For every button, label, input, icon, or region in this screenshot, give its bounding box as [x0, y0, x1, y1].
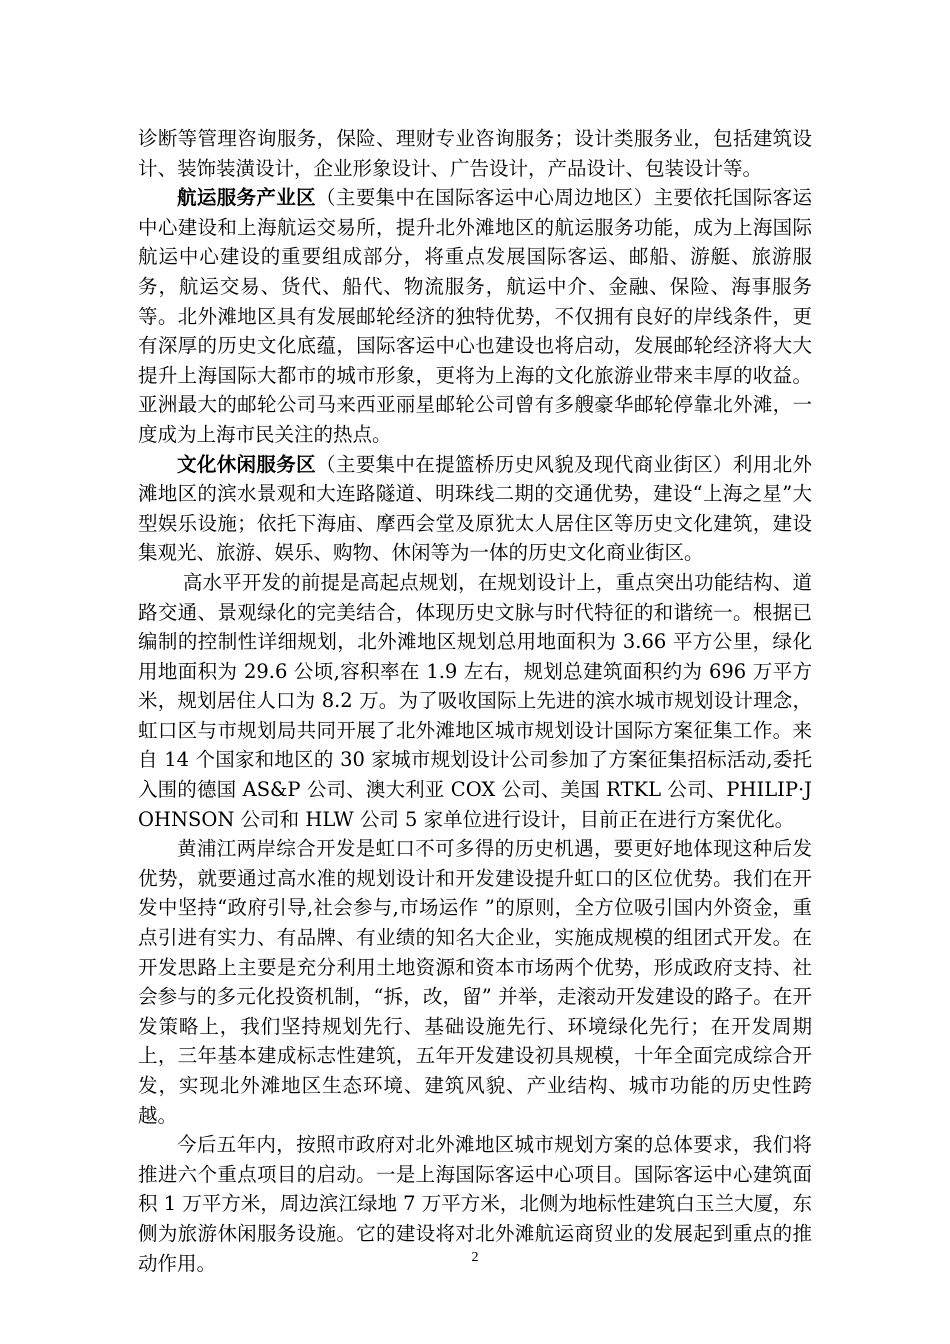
- paragraph-text: 诊断等管理咨询服务，保险、理财专业咨询服务；设计类服务业，包括建筑设计、装饰装潢设计，企业形象设计、广告设计，产品设计、包装设计等。: [138, 127, 812, 180]
- paragraph-consulting-services: [138, 124, 812, 183]
- document-body: [138, 124, 812, 1278]
- paragraph-text: （主要集中在国际客运中心周边地区）主要依托国际客运中心建设和上海航运交易所，提升北外滩地区的航运服务功能，成为上海国际航运中心建设的重要组成部分，将重点发展国际客运、邮船、游艇、旅游服务，航运交易、货代、船代、物流服务，航运中介、金融、保险、海事服务等。北外滩地区具有发展邮轮经济的独特优势，不仅拥有良好的岸线条件，更有深厚的历史文化底蕴，国际客运中心也建设也将启动，发展邮轮经济将大大提升上海国际大都市的城市形象，更将为上海的文化旅游业带来丰厚的收益。亚洲最大的邮轮公司马来西亚丽星邮轮公司曾有多艘豪华邮轮停靠北外滩，一度成为上海市民关注的热点。: [138, 186, 812, 446]
- paragraph-text: 黄浦江两岸综合开发是虹口不可多得的历史机遇，要更好地体现这种后发优势，就要通过高水准的规划设计和开发建设提升虹口的区位优势。我们在开发中坚持“政府引导,社会参与,市场运作 ”的原则，全方位吸引国内外资金，重点引进有实力、有品牌、有业绩的知名大企业，实施成规模的组团式开发。在开发思路上主要是充分利用土地资源和资本市场两个优势，形成政府支持、社会参与的多元化投资机制，“拆，改，留” 并举，走滚动开发建设的路子。在开发策略上，我们坚持规划先行、基础设施先行、环境绿化先行；在开发周期上，三年基本建成标志性建筑，五年开发建设初具规模，十年全面完成综合开发，实现北外滩地区生态环境、建筑风貌、产业结构、城市功能的历史性跨越。: [138, 837, 812, 1127]
- paragraph-text: （主要集中在提篮桥历史风貌及现代商业街区）利用北外滩地区的滨水景观和大连路隧道、明珠线二期的交通优势，建设“上海之星”大型娱乐设施；依托下海庙、摩西会堂及原犹太人居住区等历史文化建筑，建设集观光、旅游、娱乐、购物、休闲等为一体的历史文化商业街区。: [138, 452, 812, 565]
- paragraph-culture-leisure-zone: [138, 450, 812, 568]
- zone-term: 文化休闲服务区: [177, 452, 316, 476]
- paragraph-text: 高水平开发的前提是高起点规划，在规划设计上，重点突出功能结构、道路交通、景观绿化的完美结合，体现历史文脉与时代特征的和谐统一。根据已编制的控制性详细规划，北外滩地区规划总用地面积为 3.66 平方公里，绿化用地面积为 29.6 公顷,容积率在 1.9 左右，规划总建筑面积约为 696 万平方米，规划居住人口为 8.2 万。为了吸收国际上先进的滨水城市规划设计理念，虹口区与市规划局共同开展了北外滩地区城市规划设计国际方案征集工作。来自 14 个国家和地区的 30 家城市规划设计公司参加了方案征集招标活动,委托入围的德国 AS&P 公司、澳大利亚 COX 公司、美国 RTKL 公司、PHILIP·JOHNSON 公司和 HLW 公司 5 家单位进行设计，目前正在进行方案优化。: [138, 570, 812, 831]
- page-number: 2: [471, 1250, 479, 1265]
- paragraph-planning: [138, 568, 812, 834]
- paragraph-text: 今后五年内，按照市政府对北外滩地区城市规划方案的总体要求，我们将推进六个重点项目的启动。一是上海国际客运中心项目。国际客运中心建筑面积 1 万平方米，周边滨江绿地 7 万平方米，北侧为地标性建筑白玉兰大厦，东侧为旅游休闲服务设施。它的建设将对北外滩航运商贸业的发展起到重点的推动作用。: [138, 1133, 812, 1275]
- paragraph-development-strategy: [138, 834, 812, 1130]
- zone-term: 航运服务产业区: [177, 186, 316, 210]
- paragraph-shipping-services-zone: [138, 183, 812, 449]
